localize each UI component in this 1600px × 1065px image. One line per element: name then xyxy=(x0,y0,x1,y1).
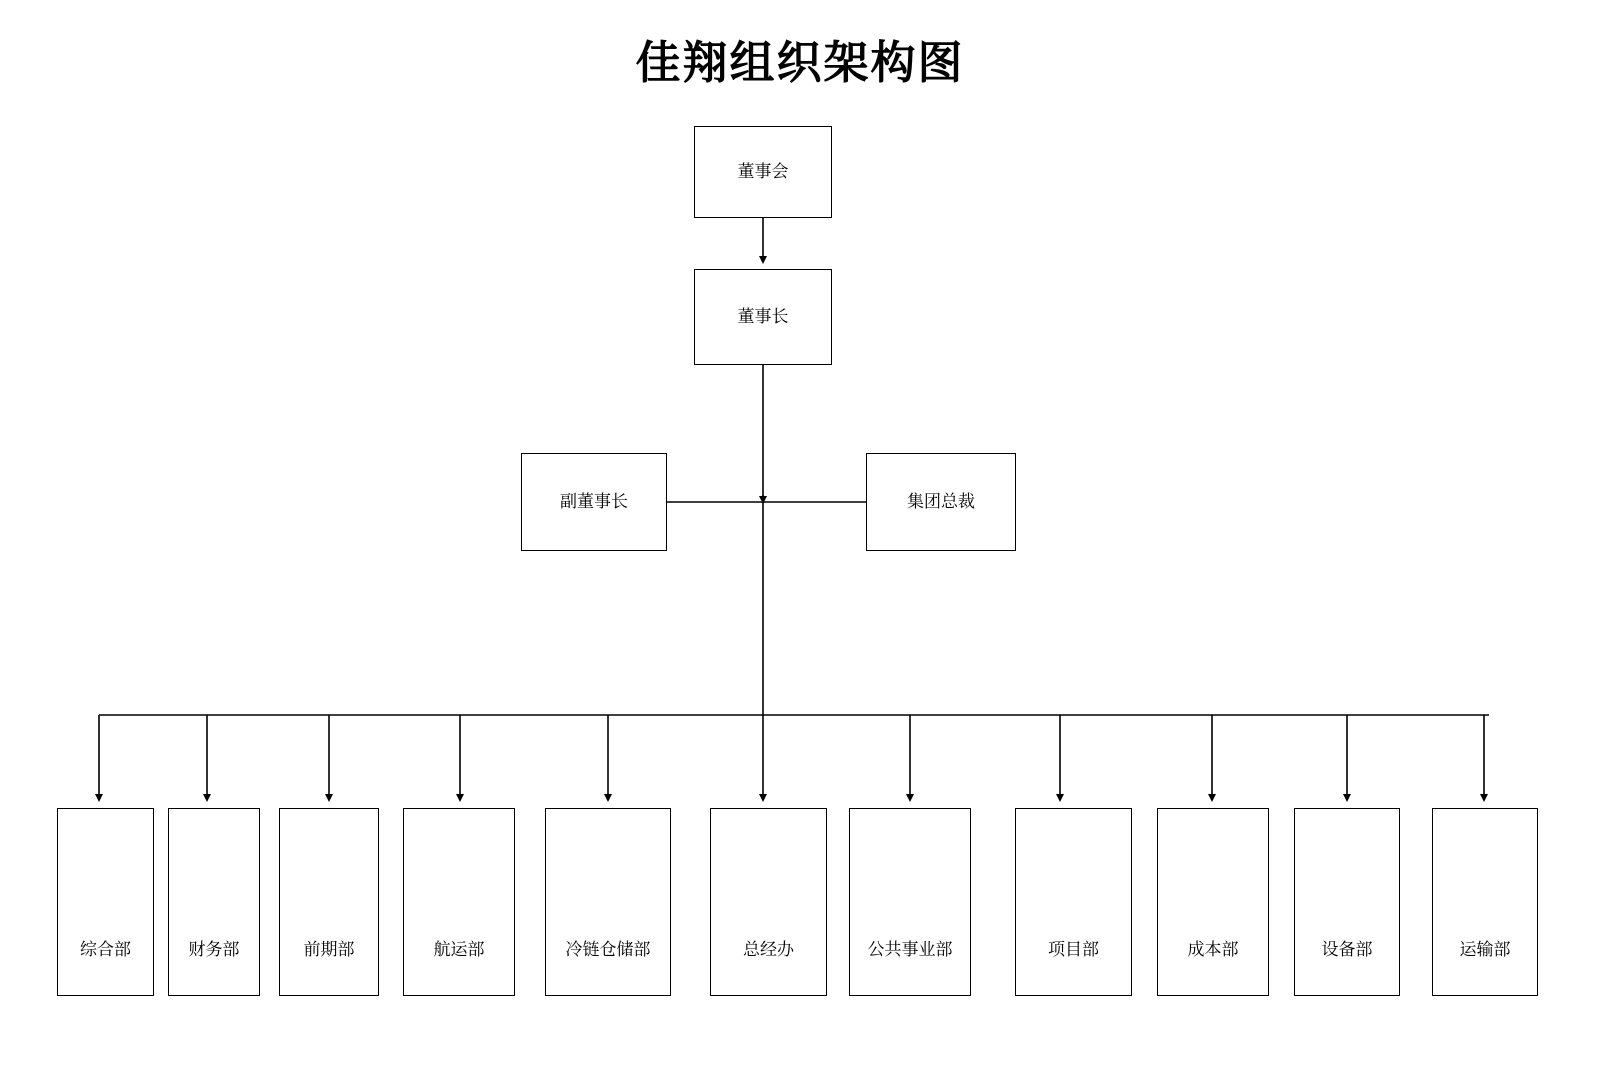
node-board[interactable] xyxy=(694,126,832,218)
node-department-label: 冷链仓储部 xyxy=(565,939,651,959)
node-department-label: 成本部 xyxy=(1187,939,1239,959)
node-department-label: 公共事业部 xyxy=(867,939,953,959)
node-department-label: 设备部 xyxy=(1321,939,1373,959)
node-group-president-label: 集团总裁 xyxy=(907,491,975,511)
node-department-label: 综合部 xyxy=(80,939,131,959)
node-vice-chairman[interactable] xyxy=(521,453,667,551)
node-department[interactable] xyxy=(849,808,971,996)
page-title: 佳翔组织架构图 xyxy=(635,38,965,88)
node-vice-chairman-label: 副董事长 xyxy=(560,491,628,511)
node-department-label: 项目部 xyxy=(1048,939,1099,959)
node-department[interactable] xyxy=(1157,808,1269,996)
node-department[interactable] xyxy=(279,808,379,996)
node-department[interactable] xyxy=(403,808,515,996)
node-department-label: 前期部 xyxy=(303,939,355,959)
node-department[interactable] xyxy=(710,808,827,996)
node-board-label: 董事会 xyxy=(737,161,789,181)
node-department[interactable] xyxy=(168,808,260,996)
node-chairman-label: 董事长 xyxy=(737,306,789,326)
node-department-label: 航运部 xyxy=(433,939,485,959)
node-department[interactable] xyxy=(1294,808,1400,996)
node-department[interactable] xyxy=(1432,808,1538,996)
node-group-president[interactable] xyxy=(866,453,1016,551)
node-department-label: 财务部 xyxy=(188,939,240,959)
node-chairman[interactable] xyxy=(694,269,832,365)
node-department-label: 总经办 xyxy=(743,939,794,959)
node-department[interactable] xyxy=(57,808,154,996)
node-department[interactable] xyxy=(545,808,671,996)
node-department-label: 运输部 xyxy=(1459,939,1511,959)
node-department[interactable] xyxy=(1015,808,1132,996)
